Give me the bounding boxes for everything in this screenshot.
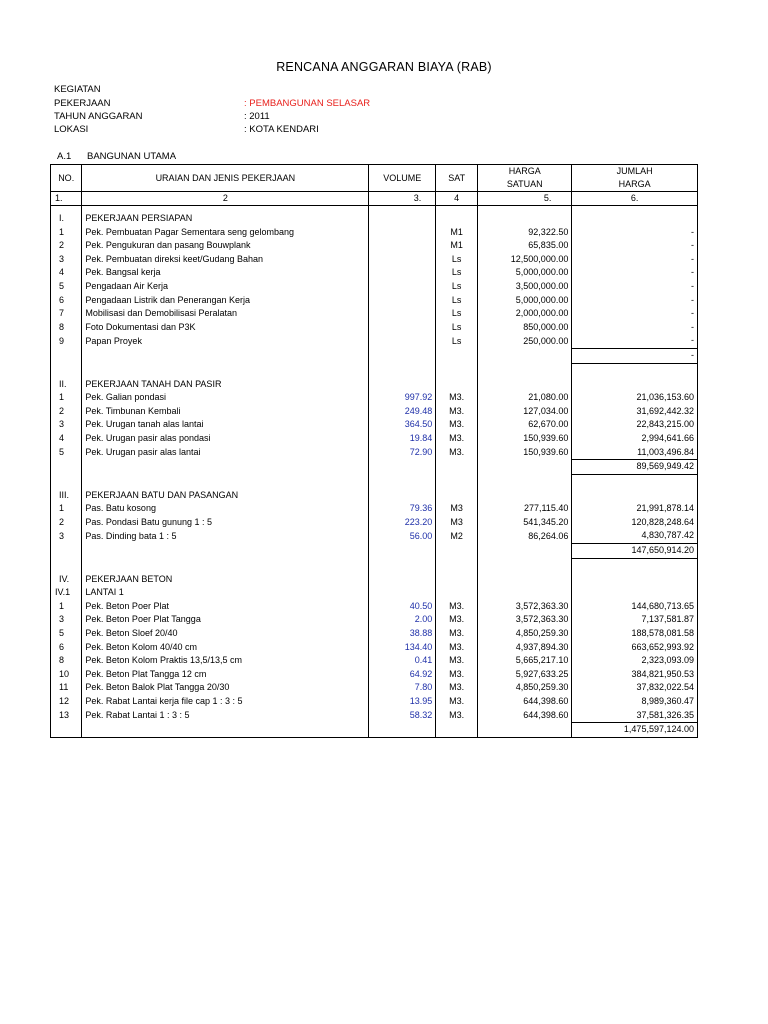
empty-cell <box>572 489 698 503</box>
empty-cell <box>51 544 82 559</box>
item-unit-price: 12,500,000.00 <box>478 253 572 267</box>
empty-cell <box>478 460 572 475</box>
empty-cell <box>369 558 436 573</box>
empty-cell <box>478 586 572 600</box>
item-number: 10 <box>51 668 82 682</box>
spacer-row <box>51 474 698 489</box>
item-unit-price: 5,665,217.10 <box>478 654 572 668</box>
empty-cell <box>436 474 478 489</box>
colnum-6: 6. <box>572 192 698 206</box>
item-total-price: - <box>572 280 698 294</box>
item-total-price: 120,828,248.64 <box>572 516 698 530</box>
item-unit-price: 644,398.60 <box>478 695 572 709</box>
header-uraian: URAIAN DAN JENIS PEKERJAAN <box>82 165 369 192</box>
item-unit: M3. <box>436 627 478 641</box>
table-row <box>51 516 698 530</box>
item-volume: 79.36 <box>369 502 436 516</box>
item-total-price: 4,830,787.42 <box>572 529 698 543</box>
empty-cell <box>51 348 82 363</box>
item-number: 3 <box>51 613 82 627</box>
empty-cell <box>436 723 478 738</box>
item-total-price: 31,692,442.32 <box>572 405 698 419</box>
empty-cell <box>369 544 436 559</box>
table-row <box>51 695 698 709</box>
empty-cell <box>369 586 436 600</box>
empty-cell <box>478 348 572 363</box>
colnum-2: 2 <box>82 192 369 206</box>
item-number: 1 <box>51 226 82 240</box>
item-description: Pek. Timbunan Kembali <box>82 405 369 419</box>
info-value-lokasi: : KOTA KENDARI <box>244 124 319 135</box>
item-unit-price: 850,000.00 <box>478 321 572 335</box>
item-total-price: 2,994,641.66 <box>572 432 698 446</box>
table-row <box>51 239 698 253</box>
item-total-price: 22,843,215.00 <box>572 418 698 432</box>
item-total-price: - <box>572 239 698 253</box>
empty-cell <box>572 378 698 392</box>
colnum-3: 3. <box>369 192 436 206</box>
table-row <box>51 432 698 446</box>
group-header-row <box>51 378 698 392</box>
item-unit: M3. <box>436 709 478 723</box>
item-total-price: 8,989,360.47 <box>572 695 698 709</box>
item-volume: 13.95 <box>369 695 436 709</box>
item-number: 5 <box>51 280 82 294</box>
empty-cell <box>82 363 369 378</box>
item-number: 13 <box>51 709 82 723</box>
item-volume: 134.40 <box>369 641 436 655</box>
group-subtotal: 89,569,949.42 <box>572 460 698 475</box>
empty-cell <box>82 723 369 738</box>
item-description: Pek. Urugan tanah alas lantai <box>82 418 369 432</box>
item-description: Pek. Bangsal kerja <box>82 266 369 280</box>
item-number: 7 <box>51 307 82 321</box>
empty-cell <box>572 212 698 226</box>
item-unit: M3. <box>436 405 478 419</box>
item-unit-price: 4,850,259.30 <box>478 681 572 695</box>
header-jumlah-harga <box>572 165 698 192</box>
info-label-kegiatan: KEGIATAN <box>54 84 101 95</box>
item-unit: M3 <box>436 516 478 530</box>
info-label-tahun: TAHUN ANGGARAN <box>54 111 143 122</box>
item-volume <box>369 226 436 240</box>
empty-cell <box>436 586 478 600</box>
item-unit: Ls <box>436 334 478 348</box>
section-name: BANGUNAN UTAMA <box>87 151 177 162</box>
item-unit-price: 127,034.00 <box>478 405 572 419</box>
table-row <box>51 668 698 682</box>
item-unit: Ls <box>436 280 478 294</box>
subtotal-row <box>51 348 698 363</box>
item-number: 4 <box>51 266 82 280</box>
item-number: 3 <box>51 253 82 267</box>
empty-cell <box>572 573 698 587</box>
item-unit: Ls <box>436 266 478 280</box>
rab-table <box>50 164 698 738</box>
header-jumlah-line1: JUMLAH <box>616 166 653 176</box>
item-number: 2 <box>51 516 82 530</box>
item-unit: M3. <box>436 391 478 405</box>
empty-cell <box>572 474 698 489</box>
item-total-price: - <box>572 266 698 280</box>
table-header-row <box>51 165 698 192</box>
item-description: Pengadaan Listrik dan Penerangan Kerja <box>82 294 369 308</box>
empty-cell <box>478 558 572 573</box>
item-volume <box>369 253 436 267</box>
group-title: PEKERJAAN TANAH DAN PASIR <box>82 378 369 392</box>
item-volume: 223.20 <box>369 516 436 530</box>
item-total-price: 37,581,326.35 <box>572 709 698 723</box>
group-subtotal: - <box>572 348 698 363</box>
empty-cell <box>572 558 698 573</box>
info-label-lokasi: LOKASI <box>54 124 89 135</box>
item-number: 4 <box>51 432 82 446</box>
item-volume <box>369 307 436 321</box>
subtotal-row <box>51 544 698 559</box>
table-row <box>51 294 698 308</box>
item-unit: M3. <box>436 681 478 695</box>
item-total-price: 144,680,713.65 <box>572 600 698 614</box>
item-number: 6 <box>51 294 82 308</box>
item-number: 8 <box>51 654 82 668</box>
empty-cell <box>436 212 478 226</box>
item-description: Pek. Beton Plat Tangga 12 cm <box>82 668 369 682</box>
item-total-price: 2,323,093.09 <box>572 654 698 668</box>
empty-cell <box>51 723 82 738</box>
item-description: Pek. Rabat Lantai kerja file cap 1 : 3 : 5 <box>82 695 369 709</box>
table-row <box>51 709 698 723</box>
empty-cell <box>369 573 436 587</box>
item-unit-price: 65,835.00 <box>478 239 572 253</box>
item-description: Pek. Rabat Lantai 1 : 3 : 5 <box>82 709 369 723</box>
item-total-price: 7,137,581.87 <box>572 613 698 627</box>
item-unit: Ls <box>436 321 478 335</box>
table-row <box>51 334 698 348</box>
empty-cell <box>369 474 436 489</box>
item-volume <box>369 266 436 280</box>
table-row <box>51 613 698 627</box>
empty-cell <box>369 348 436 363</box>
item-volume: 72.90 <box>369 446 436 460</box>
item-description: Pas. Batu kosong <box>82 502 369 516</box>
item-unit: M3. <box>436 654 478 668</box>
header-no: NO. <box>51 165 82 192</box>
empty-cell <box>436 378 478 392</box>
item-unit-price: 541,345.20 <box>478 516 572 530</box>
info-value-tahun: : 2011 <box>244 111 270 122</box>
item-volume: 38.88 <box>369 627 436 641</box>
table-row <box>51 307 698 321</box>
group-header-row <box>51 573 698 587</box>
item-total-price: 188,578,081.58 <box>572 627 698 641</box>
item-volume <box>369 239 436 253</box>
table-body <box>51 206 698 738</box>
table-row <box>51 418 698 432</box>
header-volume: VOLUME <box>369 165 436 192</box>
subtotal-row <box>51 723 698 738</box>
header-jumlah-line2: HARGA <box>618 179 651 189</box>
empty-cell <box>436 573 478 587</box>
colnum-1: 1. <box>51 192 82 206</box>
empty-cell <box>436 348 478 363</box>
item-number: 1 <box>51 391 82 405</box>
item-unit: M3. <box>436 613 478 627</box>
item-volume: 0.41 <box>369 654 436 668</box>
item-description: Pek. Beton Kolom Praktis 13,5/13,5 cm <box>82 654 369 668</box>
item-description: Pek. Pengukuran dan pasang Bouwplank <box>82 239 369 253</box>
item-total-price: - <box>572 294 698 308</box>
empty-cell <box>436 489 478 503</box>
item-unit: M3 <box>436 502 478 516</box>
empty-cell <box>51 558 82 573</box>
item-volume: 64.92 <box>369 668 436 682</box>
group-title: PEKERJAAN PERSIAPAN <box>82 212 369 226</box>
item-unit: M2 <box>436 529 478 543</box>
document-title: RENCANA ANGGARAN BIAYA (RAB) <box>276 60 492 74</box>
item-unit: M1 <box>436 226 478 240</box>
item-number: 5 <box>51 627 82 641</box>
empty-cell <box>572 586 698 600</box>
item-description: Pek. Pembuatan Pagar Sementara seng gelombang <box>82 226 369 240</box>
item-unit-price: 5,000,000.00 <box>478 294 572 308</box>
item-number: 1 <box>51 502 82 516</box>
item-unit: M3. <box>436 668 478 682</box>
item-volume: 40.50 <box>369 600 436 614</box>
item-number: 1 <box>51 600 82 614</box>
item-unit: M3. <box>436 600 478 614</box>
item-unit-price: 62,670.00 <box>478 418 572 432</box>
header-harga-satuan <box>478 165 572 192</box>
item-unit-price: 4,850,259.30 <box>478 627 572 641</box>
item-number: 12 <box>51 695 82 709</box>
item-unit-price: 644,398.60 <box>478 709 572 723</box>
item-description: Pek. Urugan pasir alas pondasi <box>82 432 369 446</box>
item-unit: Ls <box>436 294 478 308</box>
item-number: 2 <box>51 239 82 253</box>
item-number: 3 <box>51 418 82 432</box>
item-description: Pengadaan Air Kerja <box>82 280 369 294</box>
header-harga-line2: SATUAN <box>506 179 543 189</box>
item-description: Pek. Galian pondasi <box>82 391 369 405</box>
subgroup-title: LANTAI 1 <box>82 586 369 600</box>
table-row <box>51 253 698 267</box>
item-description: Pek. Beton Kolom 40/40 cm <box>82 641 369 655</box>
item-description: Pek. Beton Sloef 20/40 <box>82 627 369 641</box>
group-header-row <box>51 489 698 503</box>
empty-cell <box>478 544 572 559</box>
empty-cell <box>82 460 369 475</box>
column-number-row <box>51 192 698 206</box>
item-total-price: - <box>572 253 698 267</box>
table-row <box>51 280 698 294</box>
empty-cell <box>369 212 436 226</box>
group-number: II. <box>51 378 82 392</box>
empty-cell <box>51 460 82 475</box>
item-description: Pek. Pembuatan direksi keet/Gudang Bahan <box>82 253 369 267</box>
item-total-price: 11,003,496.84 <box>572 446 698 460</box>
item-unit-price: 150,939.60 <box>478 432 572 446</box>
table-row <box>51 502 698 516</box>
item-number: 5 <box>51 446 82 460</box>
item-unit-price: 3,572,363.30 <box>478 613 572 627</box>
item-total-price: 384,821,950.53 <box>572 668 698 682</box>
item-description: Pek. Beton Poer Plat Tangga <box>82 613 369 627</box>
table-row <box>51 529 698 543</box>
item-volume: 56.00 <box>369 529 436 543</box>
item-description: Pas. Dinding bata 1 : 5 <box>82 529 369 543</box>
table-row <box>51 405 698 419</box>
item-unit-price: 250,000.00 <box>478 334 572 348</box>
empty-cell <box>369 363 436 378</box>
item-unit-price: 3,500,000.00 <box>478 280 572 294</box>
table-row <box>51 681 698 695</box>
item-unit: M1 <box>436 239 478 253</box>
empty-cell <box>478 378 572 392</box>
empty-cell <box>436 558 478 573</box>
item-unit: Ls <box>436 253 478 267</box>
empty-cell <box>436 460 478 475</box>
colnum-4: 4 <box>436 192 478 206</box>
empty-cell <box>478 489 572 503</box>
header-harga-line1: HARGA <box>508 166 541 176</box>
group-number: I. <box>51 212 82 226</box>
item-unit: Ls <box>436 307 478 321</box>
group-header-row <box>51 212 698 226</box>
empty-cell <box>478 212 572 226</box>
item-volume: 997.92 <box>369 391 436 405</box>
item-description: Papan Proyek <box>82 334 369 348</box>
table-row <box>51 266 698 280</box>
item-unit-price: 5,927,633.25 <box>478 668 572 682</box>
item-volume: 249.48 <box>369 405 436 419</box>
section-code: A.1 <box>57 151 72 162</box>
empty-cell <box>51 363 82 378</box>
group-number: III. <box>51 489 82 503</box>
item-number: 11 <box>51 681 82 695</box>
item-total-price: - <box>572 226 698 240</box>
empty-cell <box>82 558 369 573</box>
group-title: PEKERJAAN BETON <box>82 573 369 587</box>
group-number: IV. <box>51 573 82 587</box>
spacer-row <box>51 558 698 573</box>
empty-cell <box>478 363 572 378</box>
group-subtotal: 1,475,597,124.00 <box>572 723 698 738</box>
item-volume: 58.32 <box>369 709 436 723</box>
item-volume <box>369 334 436 348</box>
empty-cell <box>369 723 436 738</box>
item-unit: M3. <box>436 446 478 460</box>
item-number: 2 <box>51 405 82 419</box>
item-volume: 7.80 <box>369 681 436 695</box>
item-unit-price: 92,322.50 <box>478 226 572 240</box>
subgroup-header-row <box>51 586 698 600</box>
table-row <box>51 226 698 240</box>
item-number: 3 <box>51 529 82 543</box>
empty-cell <box>82 348 369 363</box>
item-volume: 2.00 <box>369 613 436 627</box>
spacer-row <box>51 363 698 378</box>
item-total-price: 21,036,153.60 <box>572 391 698 405</box>
table-row <box>51 654 698 668</box>
item-unit-price: 5,000,000.00 <box>478 266 572 280</box>
item-description: Foto Dokumentasi dan P3K <box>82 321 369 335</box>
item-unit-price: 86,264.06 <box>478 529 572 543</box>
header-sat: SAT <box>436 165 478 192</box>
group-title: PEKERJAAN BATU DAN PASANGAN <box>82 489 369 503</box>
item-unit-price: 4,937,894.30 <box>478 641 572 655</box>
item-volume <box>369 294 436 308</box>
empty-cell <box>82 544 369 559</box>
item-unit-price: 3,572,363.30 <box>478 600 572 614</box>
colnum-5: 5. <box>478 192 572 206</box>
group-subtotal: 147,650,914.20 <box>572 544 698 559</box>
subgroup-number: IV.1 <box>51 586 82 600</box>
empty-cell <box>369 489 436 503</box>
item-total-price: - <box>572 334 698 348</box>
empty-cell <box>436 363 478 378</box>
empty-cell <box>478 573 572 587</box>
item-total-price: 37,832,022.54 <box>572 681 698 695</box>
empty-cell <box>51 474 82 489</box>
table-row <box>51 446 698 460</box>
item-number: 6 <box>51 641 82 655</box>
table-row <box>51 600 698 614</box>
empty-cell <box>478 723 572 738</box>
item-total-price: - <box>572 307 698 321</box>
item-volume <box>369 321 436 335</box>
item-unit-price: 2,000,000.00 <box>478 307 572 321</box>
empty-cell <box>478 474 572 489</box>
item-unit: M3. <box>436 695 478 709</box>
empty-cell <box>572 363 698 378</box>
item-total-price: 663,652,993.92 <box>572 641 698 655</box>
item-unit-price: 277,115.40 <box>478 502 572 516</box>
item-description: Pek. Beton Poer Plat <box>82 600 369 614</box>
table-row <box>51 391 698 405</box>
item-total-price: 21,991,878.14 <box>572 502 698 516</box>
item-volume: 19.84 <box>369 432 436 446</box>
item-total-price: - <box>572 321 698 335</box>
item-unit: M3. <box>436 432 478 446</box>
item-description: Mobilisasi dan Demobilisasi Peralatan <box>82 307 369 321</box>
item-unit-price: 150,939.60 <box>478 446 572 460</box>
item-description: Pek. Urugan pasir alas lantai <box>82 446 369 460</box>
info-value-pekerjaan: : PEMBANGUNAN SELASAR <box>244 98 371 109</box>
item-description: Pas. Pondasi Batu gunung 1 : 5 <box>82 516 369 530</box>
item-unit-price: 21,080.00 <box>478 391 572 405</box>
item-unit: M3. <box>436 418 478 432</box>
item-unit: M3. <box>436 641 478 655</box>
info-label-pekerjaan: PEKERJAAN <box>54 98 111 109</box>
empty-cell <box>436 544 478 559</box>
empty-cell <box>369 378 436 392</box>
empty-cell <box>369 460 436 475</box>
empty-cell <box>82 474 369 489</box>
item-number: 8 <box>51 321 82 335</box>
table-row <box>51 627 698 641</box>
item-number: 9 <box>51 334 82 348</box>
item-volume: 364.50 <box>369 418 436 432</box>
item-volume <box>369 280 436 294</box>
subtotal-row <box>51 460 698 475</box>
item-description: Pek. Beton Balok Plat Tangga 20/30 <box>82 681 369 695</box>
table-row <box>51 641 698 655</box>
table-row <box>51 321 698 335</box>
